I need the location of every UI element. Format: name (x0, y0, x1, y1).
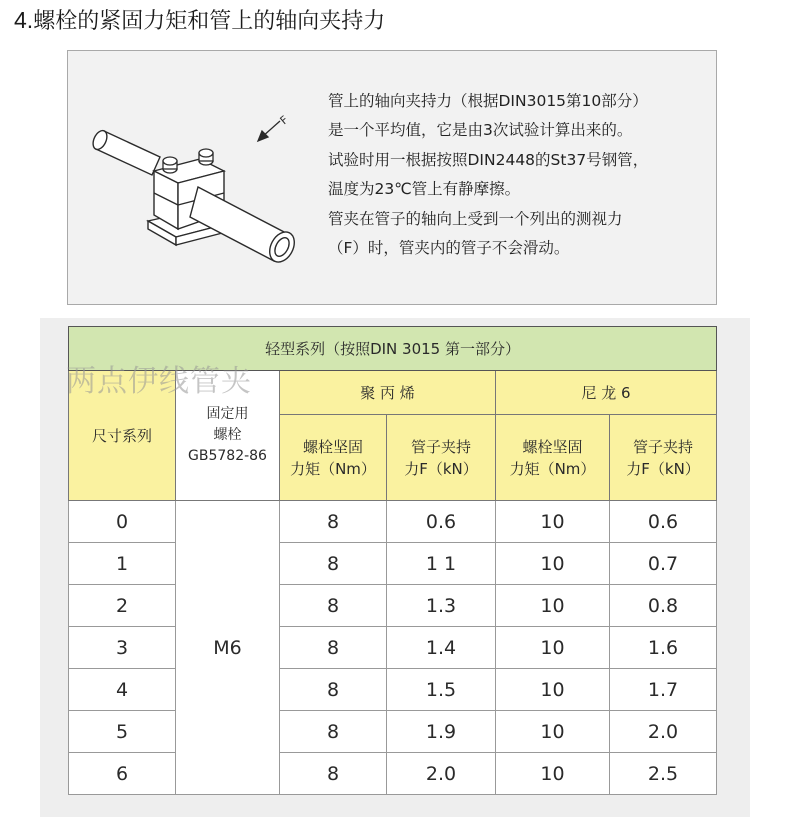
force-header-line: 力F（kN） (404, 459, 478, 478)
torque-header-line: 力矩（Nm） (290, 459, 376, 478)
pp-torque-cell: 8 (280, 585, 387, 627)
force-header-line: 管子夹持 (633, 437, 694, 456)
material-nylon-header: 尼 龙 6 (496, 371, 717, 415)
nylon-torque-cell: 10 (496, 627, 610, 669)
size-cell: 0 (69, 501, 176, 543)
section-number: 4. (14, 7, 34, 33)
info-line: 管上的轴向夹持力（根据DIN3015第10部分） (328, 92, 648, 110)
pp-torque-cell: 8 (280, 501, 387, 543)
table-row (69, 753, 717, 795)
nylon-force-cell: 1.7 (610, 669, 717, 711)
nylon-force-cell: 0.8 (610, 585, 717, 627)
torque-header-line: 力矩（Nm） (509, 459, 596, 478)
pp-force-cell: 2.0 (387, 753, 496, 795)
pp-torque-cell: 8 (280, 711, 387, 753)
info-line: （F）时，管夹内的管子不会滑动。 (328, 239, 570, 258)
nylon-force-cell: 2.0 (610, 711, 717, 753)
table-title: 轻型系列（按照DIN 3015 第一部分） (69, 327, 717, 371)
nylon-torque-cell: 10 (496, 753, 610, 795)
pipe-clamp-illustration (90, 113, 350, 303)
pp-force-cell: 1.4 (387, 627, 496, 669)
force-header-line: 力F（kN） (626, 459, 700, 478)
pp-force-header (387, 415, 496, 501)
nylon-force-cell: 1.6 (610, 627, 717, 669)
size-cell: 4 (69, 669, 176, 711)
nylon-torque-cell: 10 (496, 543, 610, 585)
pp-torque-header (280, 415, 387, 501)
size-cell: 2 (69, 585, 176, 627)
size-cell: 6 (69, 753, 176, 795)
nylon-torque-cell: 10 (496, 669, 610, 711)
size-series-header: 尺寸系列 (69, 371, 176, 501)
material-polypropylene-header: 聚 丙 烯 (280, 371, 496, 415)
pp-force-cell: 0.6 (387, 501, 496, 543)
nylon-force-cell: 0.7 (610, 543, 717, 585)
nylon-torque-cell: 10 (496, 501, 610, 543)
bolt-header-line: 固定用 (206, 406, 249, 422)
table-title-row (69, 327, 717, 371)
bolt-header (176, 371, 280, 501)
table-row (69, 501, 717, 543)
info-line: 试验时用一根据按照DIN2448的St37号钢管， (328, 150, 649, 169)
bolt-value: M6 (176, 501, 280, 795)
section-heading (14, 6, 385, 36)
bolt-header-line: GB5782-86 (188, 448, 267, 464)
info-description (328, 87, 713, 263)
header-row-1 (69, 371, 717, 415)
info-line: 是一个平均值，它是由3次试验计算出来的。 (328, 121, 633, 140)
pp-force-cell: 1.9 (387, 711, 496, 753)
nylon-force-header (610, 415, 717, 501)
torque-header-line: 螺栓坚固 (302, 437, 363, 456)
table-row (69, 711, 717, 753)
pp-torque-cell: 8 (280, 543, 387, 585)
pp-force-cell: 1.5 (387, 669, 496, 711)
size-cell: 3 (69, 627, 176, 669)
table-row (69, 585, 717, 627)
force-label: F (277, 113, 291, 128)
size-cell: 5 (69, 711, 176, 753)
watermark: 两点伊线管夹 (66, 364, 252, 399)
bolt-header-line: 螺栓 (213, 427, 242, 443)
force-header-line: 管子夹持 (410, 437, 471, 456)
pp-force-cell: 1.3 (387, 585, 496, 627)
table-row (69, 669, 717, 711)
section-title: 螺栓的紧固力矩和管上的轴向夹持力 (33, 9, 386, 34)
table-row (69, 627, 717, 669)
torque-header-line: 螺栓坚固 (522, 437, 583, 456)
table-row (69, 543, 717, 585)
spec-table (68, 326, 717, 795)
pp-torque-cell: 8 (280, 669, 387, 711)
info-box (67, 50, 717, 305)
nylon-torque-cell: 10 (496, 585, 610, 627)
nylon-torque-header (496, 415, 610, 501)
size-cell: 1 (69, 543, 176, 585)
pp-torque-cell: 8 (280, 753, 387, 795)
pp-torque-cell: 8 (280, 627, 387, 669)
pp-force-cell: 1 1 (387, 543, 496, 585)
info-line: 温度为23℃管上有静摩擦。 (328, 180, 521, 199)
info-line: 管夹在管子的轴向上受到一个列出的测视力 (328, 209, 623, 228)
nylon-torque-cell: 10 (496, 711, 610, 753)
nylon-force-cell: 0.6 (610, 501, 717, 543)
nylon-force-cell: 2.5 (610, 753, 717, 795)
